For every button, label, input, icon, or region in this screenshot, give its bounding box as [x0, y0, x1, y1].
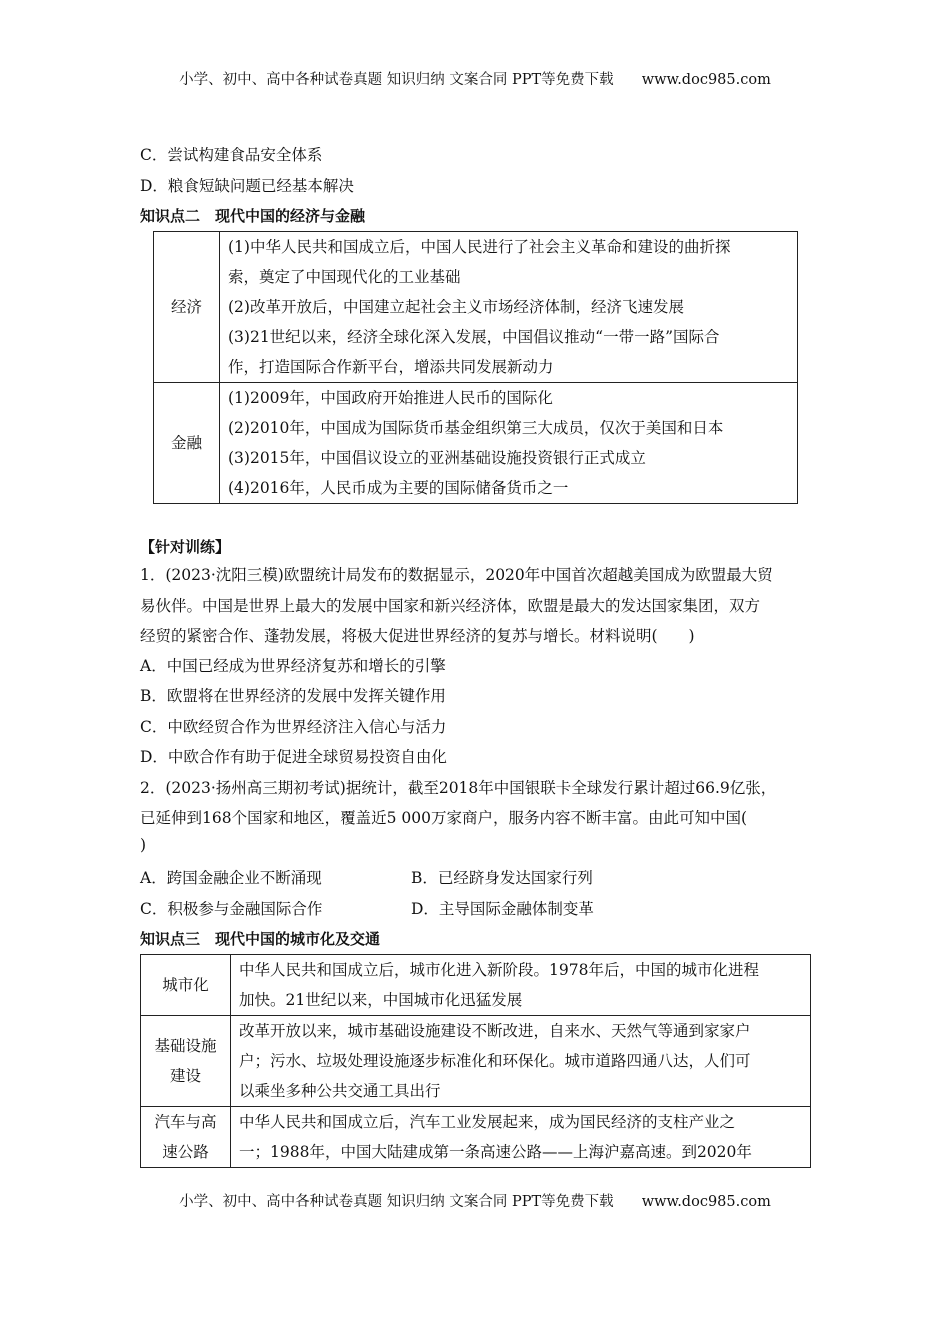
content-line: (2)2010年，中国成为国际货币基金组织第三大成员，仅次于美国和日本 — [228, 419, 724, 437]
content-line: 以乘坐多种公共交通工具出行 — [239, 1082, 441, 1100]
footer-text: 小学、初中、高中各种试卷真题 知识归纳 文案合同 PPT等免费下载 — [179, 1194, 614, 1210]
practice-title: 【针对训练】 — [140, 538, 231, 556]
q1-option-a[interactable]: A．中国已经成为世界经济复苏和增长的引擎 — [140, 657, 446, 675]
section2-title: 知识点二 现代中国的经济与金融 — [140, 207, 366, 225]
row-content — [231, 1107, 811, 1168]
page-footer — [0, 1190, 950, 1211]
label-line: 基础设施 — [154, 1037, 217, 1055]
row-label — [141, 1107, 231, 1168]
content-line: (3)2015年，中国倡议设立的亚洲基础设施投资银行正式成立 — [228, 449, 646, 467]
content-line: 作，打造国际合作新平台，增添共同发展新动力 — [228, 358, 554, 376]
content-line: 索，奠定了中国现代化的工业基础 — [228, 268, 461, 286]
q1-line: 易伙伴。中国是世界上最大的发展中国家和新兴经济体，欧盟是最大的发达国家集团，双方 — [140, 597, 761, 615]
content-line: (1)中华人民共和国成立后，中国人民进行了社会主义革命和建设的曲折探 — [228, 238, 731, 256]
content-line: (3)21世纪以来，经济全球化深入发展，中国倡议推动“一带一路”国际合 — [228, 328, 720, 346]
label-line: 汽车与高 — [154, 1113, 217, 1131]
q1-option-b[interactable]: B．欧盟将在世界经济的发展中发挥关键作用 — [140, 687, 446, 705]
q2-option-c[interactable]: C．积极参与金融国际合作 — [140, 900, 323, 918]
label-line: 速公路 — [162, 1143, 209, 1161]
q2-option-b[interactable]: B．已经跻身发达国家行列 — [411, 869, 593, 887]
content-line: 加快。21世纪以来，中国城市化迅猛发展 — [239, 991, 523, 1009]
content-line: (2)改革开放后，中国建立起社会主义市场经济体制，经济飞速发展 — [228, 298, 684, 316]
q2-line: 2．(2023·扬州高三期初考试)据统计，截至2018年中国银联卡全球发行累计超过66.9亿张， — [140, 779, 777, 797]
option-d-prev: D．粮食短缺问题已经基本解决 — [140, 177, 354, 195]
q1-option-c[interactable]: C．中欧经贸合作为世界经济注入信心与活力 — [140, 718, 447, 736]
content-line: (4)2016年，人民币成为主要的国际储备货币之一 — [228, 479, 569, 497]
content-line: (1)2009年，中国政府开始推进人民币的国际化 — [228, 389, 553, 407]
table-row — [141, 1016, 811, 1107]
table-row — [141, 1107, 811, 1168]
page-header — [0, 68, 950, 89]
q1-line: 经贸的紧密合作、蓬勃发展，将极大促进世界经济的复苏与增长。材料说明( ) — [140, 627, 695, 645]
q2-line: ) — [140, 836, 147, 854]
option-c-prev: C．尝试构建食品安全体系 — [140, 146, 323, 164]
economy-finance-table — [153, 231, 798, 504]
row-content — [231, 1016, 811, 1107]
row-label: 经济 — [154, 232, 220, 383]
content-line: 户；污水、垃圾处理设施逐步标准化和环保化。城市道路四通八达，人们可 — [239, 1052, 751, 1070]
row-label — [141, 1016, 231, 1107]
content-line: 中华人民共和国成立后，汽车工业发展起来，成为国民经济的支柱产业之 — [239, 1113, 736, 1131]
table-row — [154, 383, 798, 504]
table-row — [141, 955, 811, 1016]
q2-option-d[interactable]: D．主导国际金融体制变革 — [411, 900, 594, 918]
row-content — [220, 232, 798, 383]
content-line: 一；1988年，中国大陆建成第一条高速公路——上海沪嘉高速。到2020年 — [239, 1143, 752, 1161]
footer-url[interactable]: www.doc985.com — [641, 1194, 771, 1210]
section3-title: 知识点三 现代中国的城市化及交通 — [140, 930, 381, 948]
urbanization-table — [140, 954, 811, 1168]
label-line: 城市化 — [162, 976, 209, 994]
content-line: 改革开放以来，城市基础设施建设不断改进，自来水、天然气等通到家家户 — [239, 1022, 751, 1040]
label-line: 建设 — [169, 1067, 201, 1085]
q2-option-a[interactable]: A．跨国金融企业不断涌现 — [140, 869, 322, 887]
row-content — [220, 383, 798, 504]
header-text: 小学、初中、高中各种试卷真题 知识归纳 文案合同 PPT等免费下载 — [179, 72, 614, 88]
row-content — [231, 955, 811, 1016]
q1-option-d[interactable]: D．中欧合作有助于促进全球贸易投资自由化 — [140, 748, 447, 766]
table-row — [154, 232, 798, 383]
row-label — [141, 955, 231, 1016]
header-url[interactable]: www.doc985.com — [641, 72, 771, 88]
content-line: 中华人民共和国成立后，城市化进入新阶段。1978年后，中国的城市化进程 — [239, 961, 759, 979]
row-label: 金融 — [154, 383, 220, 504]
q1-line: 1．(2023·沈阳三模)欧盟统计局发布的数据显示，2020年中国首次超越美国成为欧盟最大贸 — [140, 566, 773, 584]
q2-line: 已延伸到168个国家和地区，覆盖近5 000万家商户，服务内容不断丰富。由此可知中国( — [140, 809, 748, 827]
